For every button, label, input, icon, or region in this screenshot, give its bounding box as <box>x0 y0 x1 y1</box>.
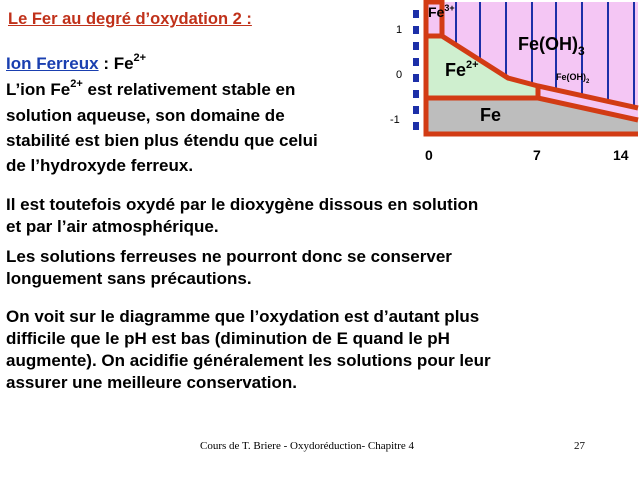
y-tick-label: 1 <box>396 24 403 36</box>
paragraph-oxidation <box>6 194 478 238</box>
species-label-fe2: $Fe^{2+}$ <box>445 59 479 80</box>
x-tick-label: 0 <box>425 147 433 163</box>
x-tick-label: 7 <box>533 147 541 163</box>
intro-line-2: solution aqueuse, son domaine de <box>6 106 285 125</box>
text-line: augmente). On acidifie généralement les solutions pour leur <box>6 351 491 370</box>
potential-ph-diagram <box>380 0 640 170</box>
ion-heading <box>6 54 146 74</box>
x-tick-label: 14 <box>613 147 629 163</box>
text-line: Les solutions ferreuses ne pourront donc se conserver <box>6 247 452 266</box>
intro-line-3: stabilité est bien plus étendu que celui <box>6 131 318 150</box>
footer-text: Cours de T. Briere - Oxydoréduction- Chapitre 4 <box>200 440 415 452</box>
ion-formula: : Fe <box>98 54 134 73</box>
text-line: longuement sans précautions. <box>6 269 252 288</box>
text-line: assurer une meilleure conservation. <box>6 373 298 392</box>
y-tick-label: -1 <box>390 114 400 126</box>
slide-title: Le Fer au degré d’oxydation 2 : <box>8 10 252 28</box>
page-number: 27 <box>574 440 585 452</box>
y-tick-label: 0 <box>396 69 403 81</box>
paragraph-diagram-explanation <box>6 306 491 394</box>
ion-charge: 2+ <box>133 52 147 64</box>
paragraph-conservation <box>6 246 452 290</box>
species-label-feoh3: $Fe(OH)_3$ <box>518 34 585 58</box>
intro-line-1: L’ion $Fe^{2+}$ est relativement stable en <box>6 78 296 99</box>
intro-line-4: de l’hydroxyde ferreux. <box>6 156 194 175</box>
text-line: On voit sur le diagramme que l’oxydation est d’autant plus <box>6 307 480 326</box>
text-line: difficile que le pH est bas (diminution de E quand le pH <box>6 329 450 348</box>
species-label-fe: Fe <box>480 105 502 125</box>
text-line: Il est toutefois oxydé par le dioxygène dissous en solution <box>6 195 479 214</box>
species-label-fe3: $Fe^{3+}$ <box>428 3 455 20</box>
ion-label: Ion Ferreux <box>6 54 99 73</box>
text-line: et par l’air atmosphérique. <box>6 217 219 236</box>
species-label-feoh2: $Fe(OH)_2$ <box>556 72 590 85</box>
